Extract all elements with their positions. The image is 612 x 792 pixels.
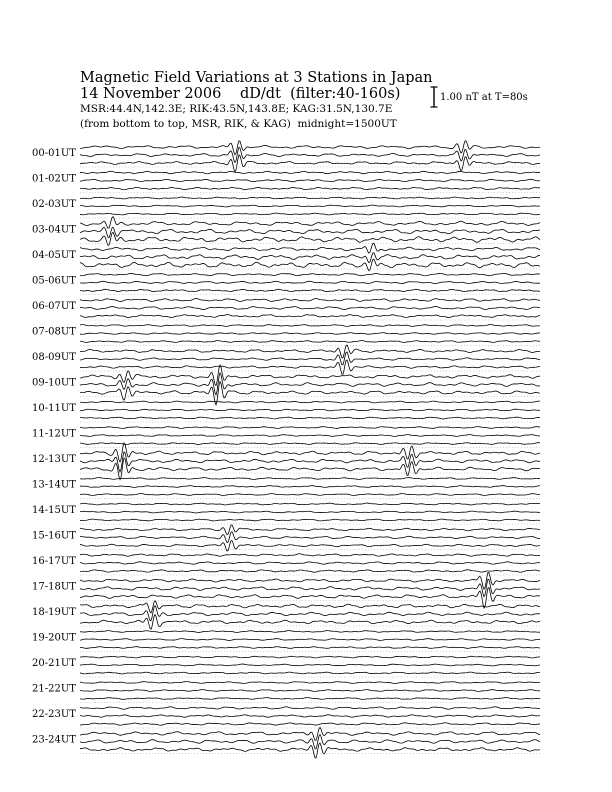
trace-rik xyxy=(80,579,540,596)
station-coordinates: MSR:44.4N,142.3E; RIK:43.5N,143.8E; KAG:31.5N,130.7E xyxy=(80,103,393,115)
hour-row-23 xyxy=(32,727,540,757)
chart-title: Magnetic Field Variations at 3 Stations in Japan xyxy=(80,70,433,86)
trace-rik xyxy=(80,306,540,309)
trace-rik xyxy=(80,715,540,717)
trace-rik xyxy=(80,562,540,564)
trace-rik xyxy=(80,486,540,488)
hour-label: 17-18UT xyxy=(32,581,76,593)
hour-row-4 xyxy=(32,243,540,270)
hour-row-9 xyxy=(32,365,540,405)
trace-msr xyxy=(80,187,540,189)
trace-kag xyxy=(80,478,540,480)
trace-kag xyxy=(80,656,540,658)
trace-kag xyxy=(80,503,540,505)
hour-label: 20-21UT xyxy=(32,658,76,669)
trace-rik xyxy=(80,227,540,237)
hour-label: 14-15UT xyxy=(32,505,76,516)
hour-row-5 xyxy=(32,273,540,294)
trace-msr xyxy=(80,672,540,674)
trace-msr xyxy=(80,647,540,649)
hour-label: 09-10UT xyxy=(32,377,76,389)
hour-label: 00-01UT xyxy=(32,148,76,159)
hour-row-0 xyxy=(32,141,540,172)
trace-rik xyxy=(80,179,540,181)
trace-kag xyxy=(80,707,540,709)
hour-label: 22-23UT xyxy=(32,709,76,720)
trace-kag xyxy=(80,682,540,684)
filter-label: (filter:40-160s) xyxy=(290,86,401,102)
trace-msr xyxy=(80,723,540,725)
trace-rik xyxy=(80,409,540,411)
trace-rik xyxy=(80,639,540,641)
trace-kag xyxy=(80,525,540,535)
hour-row-7 xyxy=(32,325,540,346)
hour-label: 15-16UT xyxy=(32,530,76,542)
trace-kag xyxy=(80,554,540,556)
trace-kag xyxy=(80,298,540,301)
station-order-note: (from bottom to top, MSR, RIK, & KAG) xyxy=(80,118,291,130)
trace-kag xyxy=(80,325,540,327)
hour-label: 11-12UT xyxy=(32,428,76,440)
trace-kag xyxy=(80,427,540,429)
trace-msr xyxy=(80,458,540,480)
trace-rik xyxy=(80,205,540,207)
date-label: 14 November 2006 xyxy=(80,86,222,102)
trace-msr xyxy=(80,743,540,758)
hour-row-11 xyxy=(32,427,540,448)
hour-row-13 xyxy=(32,478,540,499)
hour-label: 16-17UT xyxy=(32,556,76,567)
hour-row-18 xyxy=(32,601,540,630)
hour-row-16 xyxy=(32,554,540,575)
hour-label: 03-04UT xyxy=(32,224,76,236)
trace-rik xyxy=(80,253,540,263)
trace-kag xyxy=(80,365,540,385)
hour-label: 05-06UT xyxy=(32,275,76,287)
hour-label: 07-08UT xyxy=(32,326,76,338)
trace-msr xyxy=(80,213,540,215)
hour-row-12 xyxy=(32,443,540,480)
hour-label: 08-09UT xyxy=(32,352,76,363)
trace-rik xyxy=(80,532,540,543)
trace-msr xyxy=(80,570,540,572)
hour-label: 23-24UT xyxy=(32,734,76,746)
trace-kag xyxy=(80,345,540,358)
hour-label: 13-14UT xyxy=(32,479,76,491)
trace-kag xyxy=(80,273,540,275)
midnight-note: midnight=1500UT xyxy=(297,118,397,130)
trace-rik xyxy=(80,352,540,365)
hour-label: 19-20UT xyxy=(32,632,76,644)
trace-kag xyxy=(80,243,540,253)
hour-label: 10-11UT xyxy=(32,403,76,414)
trace-kag xyxy=(80,631,540,633)
trace-kag xyxy=(80,443,540,462)
trace-msr xyxy=(80,315,540,318)
hour-row-20 xyxy=(32,656,540,677)
trace-kag xyxy=(80,197,540,199)
hour-row-21 xyxy=(32,682,540,703)
trace-kag xyxy=(80,401,540,403)
trace-msr xyxy=(80,494,540,496)
trace-msr xyxy=(80,417,540,419)
hour-row-22 xyxy=(32,707,540,728)
hour-label: 02-03UT xyxy=(32,199,76,210)
hour-label: 06-07UT xyxy=(32,301,76,312)
trace-kag xyxy=(80,727,540,740)
trace-rik xyxy=(80,281,540,283)
hour-label: 21-22UT xyxy=(32,683,76,695)
trace-rik xyxy=(80,435,540,437)
hour-label: 12-13UT xyxy=(32,454,76,465)
trace-msr xyxy=(80,360,540,374)
hour-row-15 xyxy=(32,525,540,551)
hour-row-3 xyxy=(32,217,540,246)
trace-rik xyxy=(80,690,540,692)
trace-kag xyxy=(80,171,540,173)
trace-msr xyxy=(80,588,540,608)
trace-msr xyxy=(80,341,540,343)
trace-kag xyxy=(80,141,540,155)
hour-row-14 xyxy=(32,503,540,524)
trace-kag xyxy=(80,217,540,229)
hour-label: 18-19UT xyxy=(32,607,76,618)
scale-label: 1.00 nT at T=80s xyxy=(440,92,528,103)
trace-kag xyxy=(80,601,540,613)
trace-rik xyxy=(80,333,540,335)
quantity-label: dD/dt xyxy=(240,86,281,102)
trace-msr xyxy=(80,443,540,445)
hour-label: 01-02UT xyxy=(32,173,76,185)
hour-row-10 xyxy=(32,401,540,422)
hour-row-19 xyxy=(32,631,540,652)
hour-row-1 xyxy=(32,171,540,192)
hour-row-17 xyxy=(32,572,540,608)
trace-rik xyxy=(80,664,540,666)
hour-row-6 xyxy=(32,298,540,320)
trace-rik xyxy=(80,147,540,162)
trace-msr xyxy=(80,289,540,291)
trace-msr xyxy=(80,698,540,700)
hour-label: 04-05UT xyxy=(32,250,76,261)
trace-msr xyxy=(80,519,540,521)
trace-rik xyxy=(80,511,540,513)
hour-row-8 xyxy=(32,345,540,374)
hour-row-2 xyxy=(32,197,540,218)
